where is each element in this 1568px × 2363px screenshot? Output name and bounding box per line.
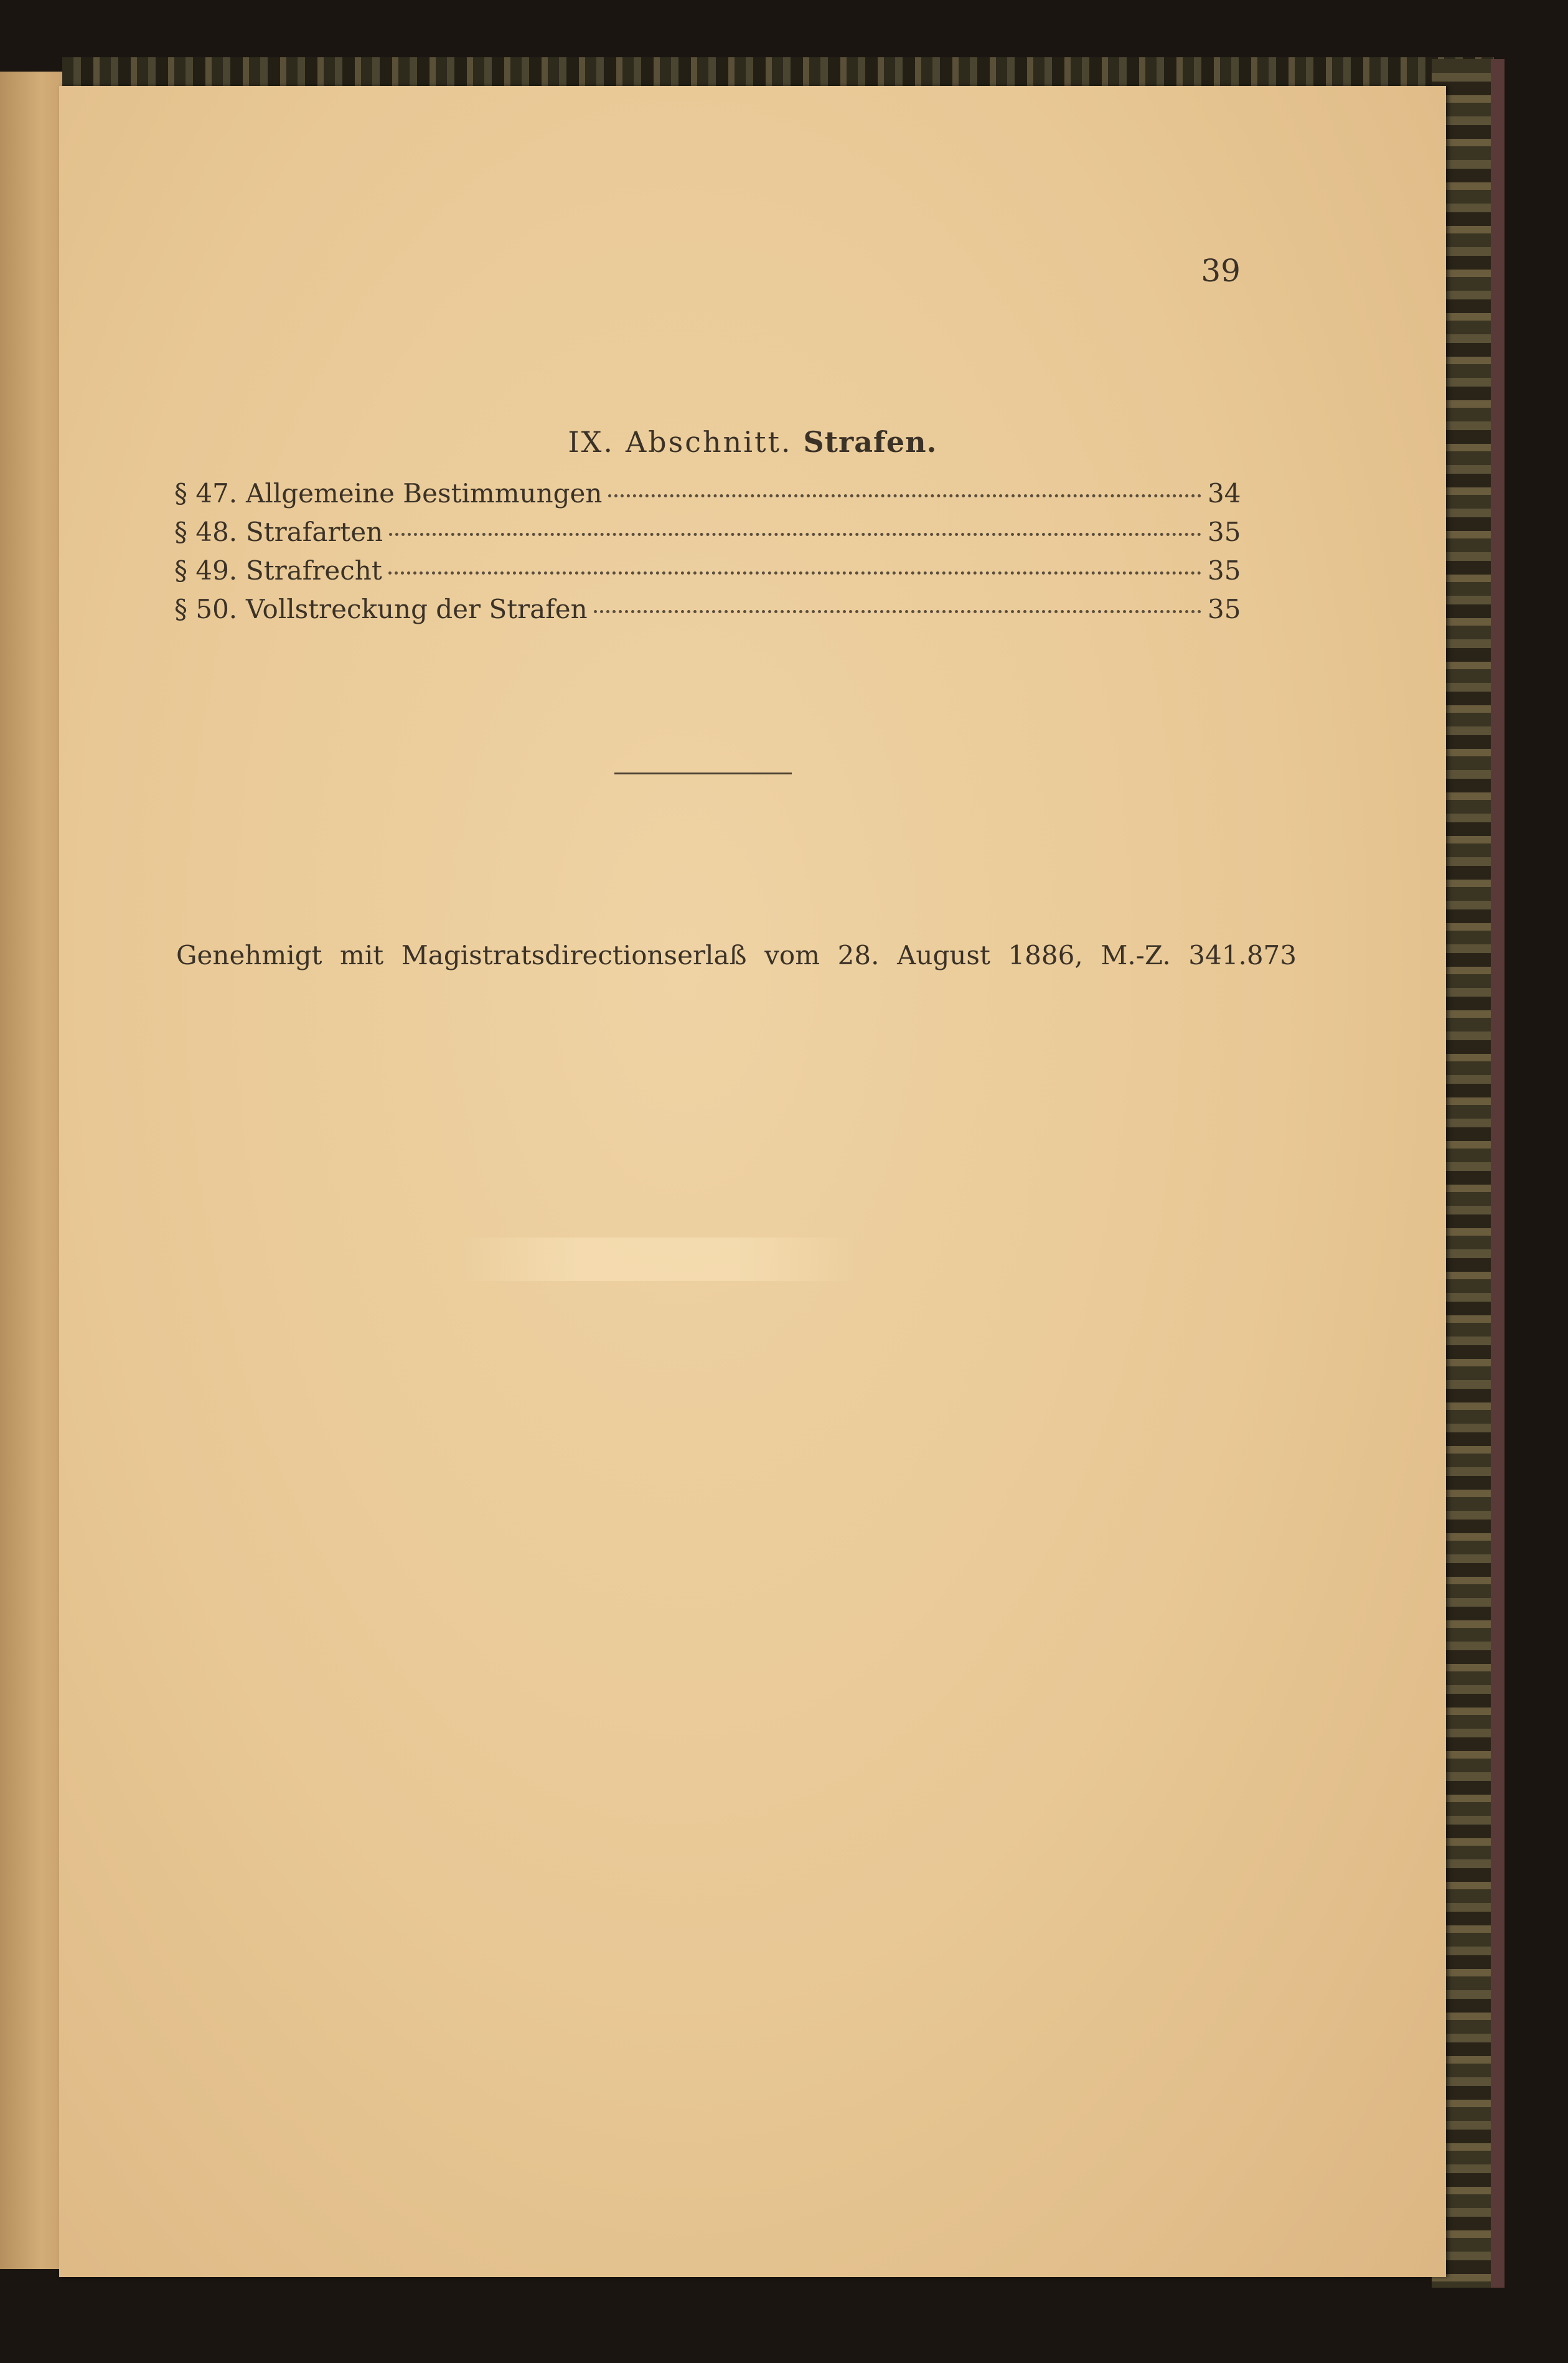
table-of-contents [174, 478, 1239, 632]
toc-entry-title: Strafarten [246, 517, 383, 547]
approval-word: August [897, 940, 990, 970]
approval-word: 1886, [1008, 940, 1083, 970]
toc-entry [174, 478, 1239, 517]
toc-entry [174, 594, 1239, 632]
section-divider [614, 773, 792, 774]
approval-word: Genehmigt [176, 940, 322, 970]
section-title: Strafen. [803, 425, 937, 459]
toc-entry [174, 517, 1239, 555]
toc-page-number: 35 [1208, 517, 1241, 547]
book-spine-edge [1491, 59, 1505, 2288]
left-page-edge [0, 72, 68, 2269]
approval-word: Magistratsdirectionserlaß [401, 940, 747, 970]
toc-section-number: § 48. [174, 517, 238, 547]
section-word: Abschnitt. [625, 425, 792, 459]
approval-word: mit [340, 940, 384, 970]
section-heading [59, 425, 1446, 459]
section-number: IX. [568, 425, 614, 459]
toc-entry [174, 555, 1239, 594]
approval-word: 341.873 [1188, 940, 1297, 970]
approval-word: M.-Z. [1101, 940, 1171, 970]
toc-leader-dots [608, 494, 1201, 497]
approval-word: vom [764, 940, 820, 970]
toc-leader-dots [594, 609, 1201, 613]
document-page [59, 86, 1446, 2277]
toc-section-number: § 49. [174, 555, 238, 586]
toc-leader-dots [388, 571, 1201, 575]
faint-show-through [458, 1238, 856, 1281]
toc-entry-title: Vollstreckung der Strafen [246, 594, 588, 624]
toc-section-number: § 47. [174, 478, 238, 509]
approval-word: 28. [837, 940, 880, 970]
toc-page-number: 35 [1208, 594, 1241, 624]
toc-leader-dots [389, 532, 1201, 536]
toc-page-number: 34 [1208, 478, 1241, 509]
approval-note [176, 940, 1297, 970]
page-number: 39 [1201, 253, 1241, 289]
toc-entry-title: Strafrecht [246, 555, 382, 586]
toc-entry-title: Allgemeine Bestimmungen [246, 478, 603, 509]
toc-page-number: 35 [1208, 555, 1241, 586]
toc-section-number: § 50. [174, 594, 238, 624]
